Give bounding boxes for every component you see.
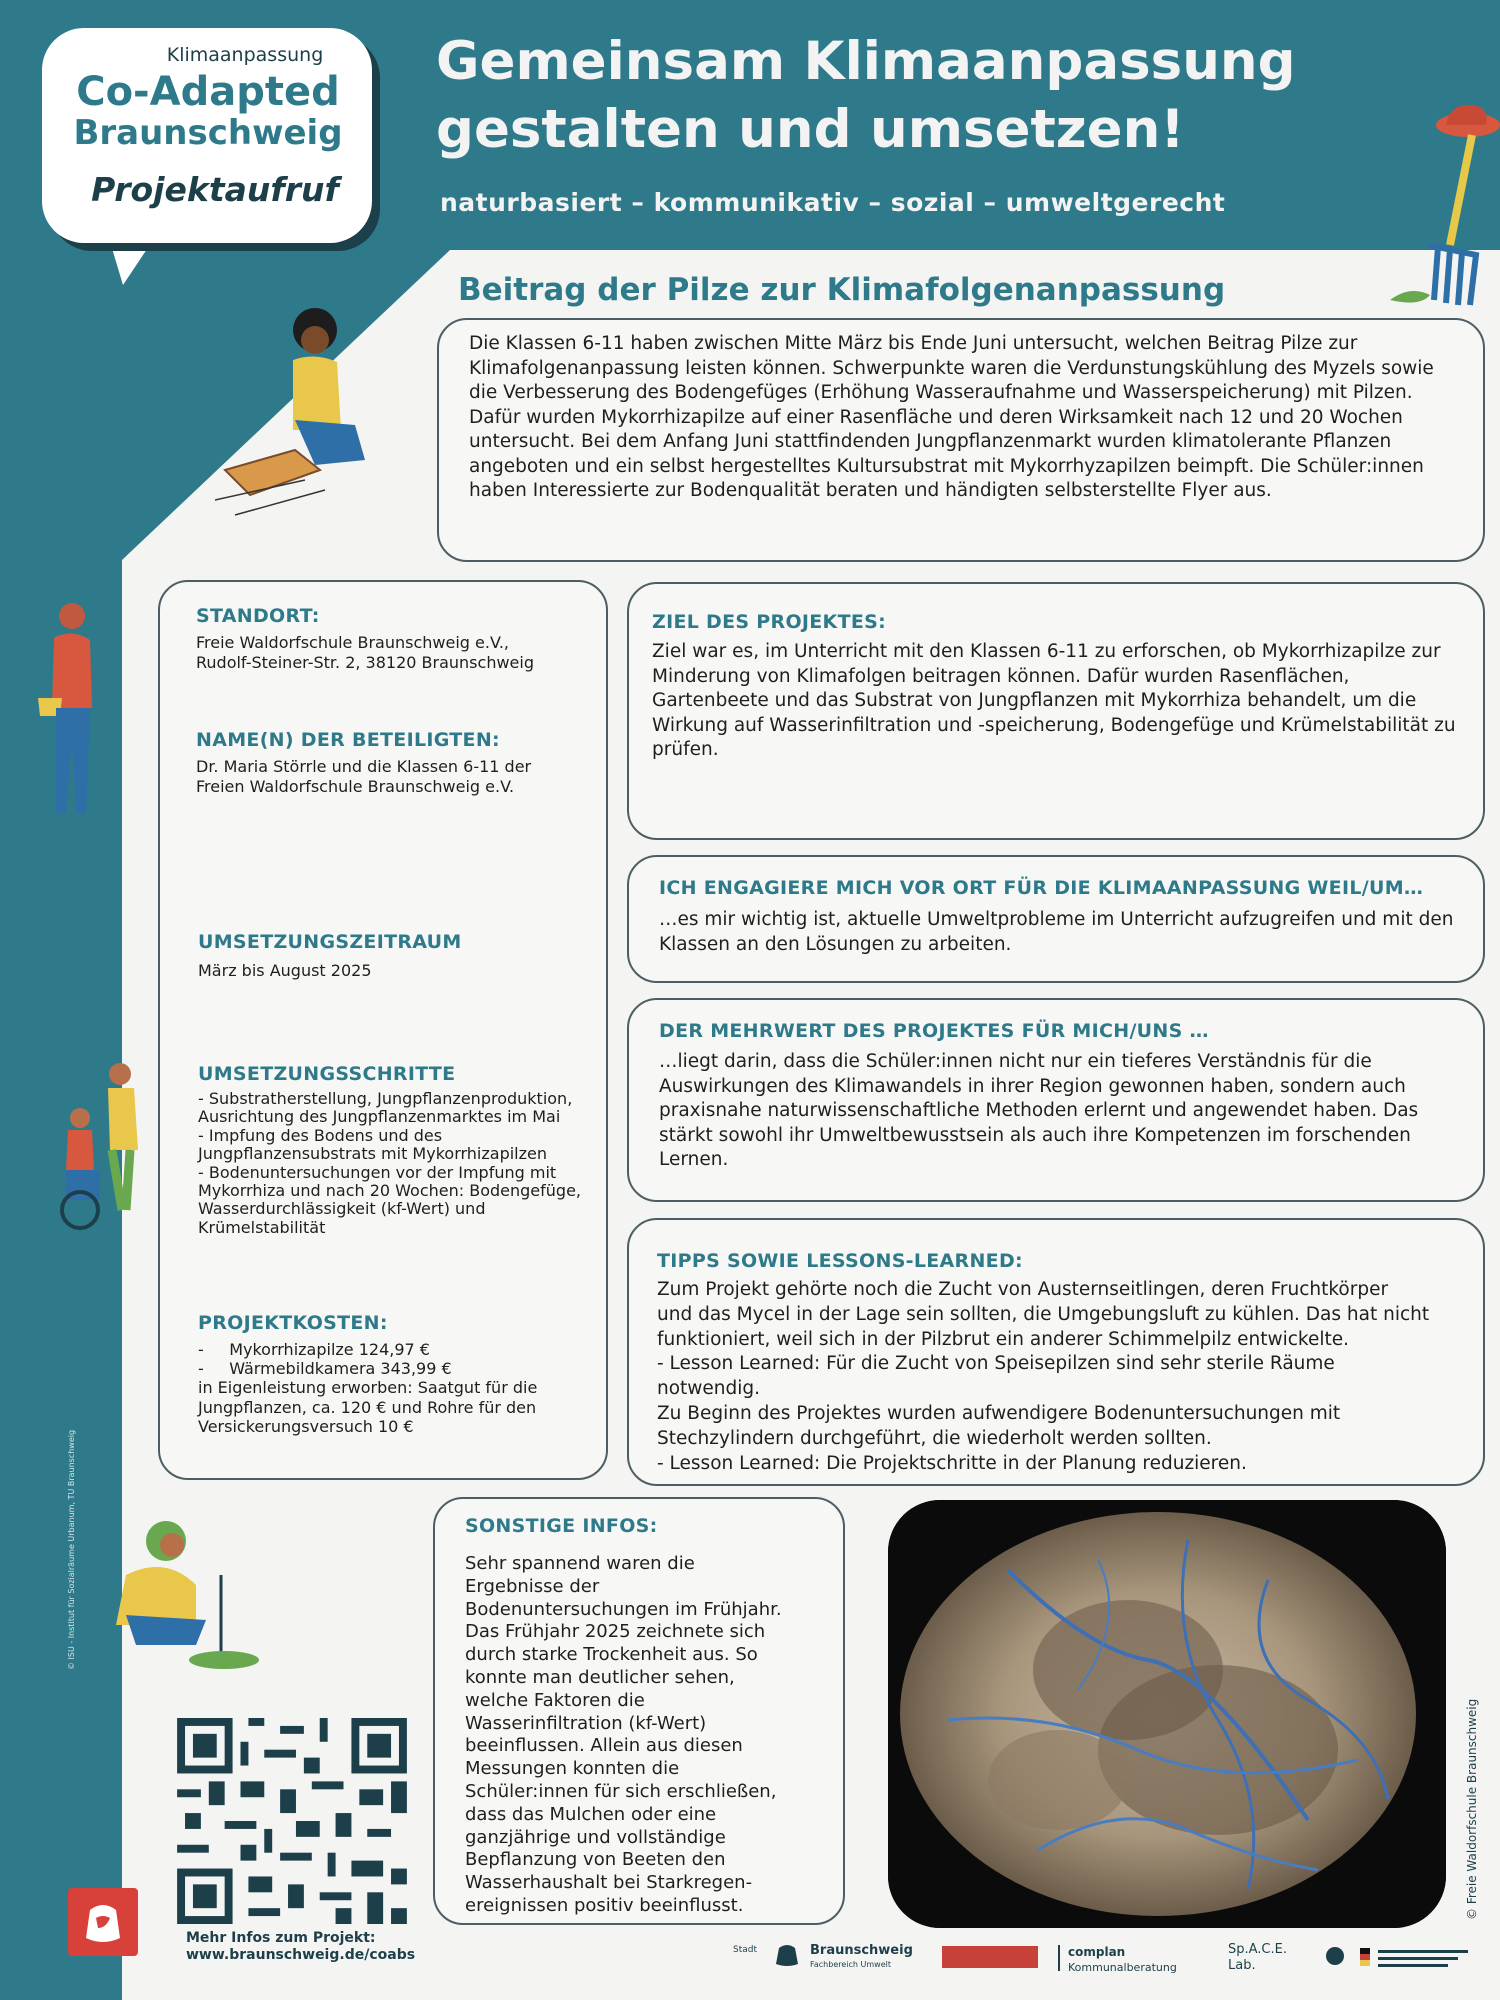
tipps-line: Zu Beginn des Projektes wurden aufwendigere Bodenuntersuchungen mit: [657, 1402, 1341, 1424]
schritte-line: Krümelstabilität: [198, 1217, 326, 1237]
kosten-line: Jungpflanzen, ca. 120 € und Rohre für den: [198, 1397, 537, 1417]
sonstige-line: Schüler:innen für sich erschließen,: [465, 1780, 777, 1802]
ziel-text: Ziel war es, im Unterricht mit den Klassen 6-11 zu erforschen, ob Mykorrhizapilze zur Minderung von Klimafolgen beitragen können. Dafür wurden Rasenflächen, Gartenbeete und das Substrat von Jungpflanzen mit Mykorrhiza behandelt, um die Wirkung auf Wasserinfiltration und -speicherung, Bodengefüge und Krümelstabilität zu prüfen.: [652, 641, 1456, 760]
standort-heading: STANDORT:: [196, 605, 320, 627]
logo-space: Sp.A.C.E.: [1228, 1942, 1287, 1957]
poster-subtitle: naturbasiert – kommunikativ – sozial – umweltgerecht: [440, 188, 1226, 217]
lion-icon: [68, 1888, 138, 1956]
sonstige-heading: SONSTIGE INFOS:: [465, 1515, 658, 1537]
sonstige-line: Wasserhaushalt bei Starkregen-: [465, 1872, 753, 1894]
gardener-crate-icon: [215, 300, 395, 540]
tipps-line: - Lesson Learned: Die Projektschritte in der Planung reduzieren.: [657, 1452, 1247, 1474]
kosten-list: [198, 1340, 598, 1436]
ministry-text-line: [1378, 1957, 1458, 1960]
engage-box: [627, 855, 1485, 983]
microscope-photo: [888, 1500, 1446, 1928]
ministry-text-line: [1378, 1964, 1448, 1967]
ziel-heading: ZIEL DES PROJEKTES:: [652, 611, 886, 633]
mehrwert-heading: DER MEHRWERT DES PROJEKTES FÜR MICH/UNS …: [659, 1020, 1209, 1042]
schritte-line: Ausrichtung des Jungpflanzenmarktes im Mai: [198, 1107, 561, 1127]
ministry-logo: [942, 1946, 1038, 1968]
person-planting-icon: [96, 1515, 266, 1675]
logo-complan-sub: Kommunalberatung: [1068, 1961, 1177, 1974]
illustration-credit: © ISU - Institut für Sozialräume Urbanum, TU Braunschweig: [67, 1429, 76, 1670]
poster-title-line1: Gemeinsam Klimaanpassung: [436, 31, 1296, 92]
tipps-box: [627, 1218, 1485, 1486]
section-title: Beitrag der Pilze zur Klimafolgenanpassung: [458, 272, 1226, 308]
namen-line2: Freien Waldorfschule Braunschweig e.V.: [196, 777, 515, 796]
german-flag-icon: [1360, 1948, 1370, 1966]
zeitraum-text: März bis August 2025: [198, 961, 372, 980]
footer-more-label: Mehr Infos zum Projekt:: [186, 1930, 376, 1946]
sonstige-line: Messungen konnten die: [465, 1758, 680, 1780]
schritte-line: - Substratherstellung, Jungpflanzenproduktion,: [198, 1089, 573, 1108]
kosten-heading: PROJEKTKOSTEN:: [198, 1312, 388, 1334]
schritte-line: - Bodenuntersuchungen vor der Impfung mit: [198, 1162, 557, 1182]
schritte-line: Wasserdurchlässigkeit (kf-Wert) und: [198, 1199, 486, 1219]
schritte-list: [198, 1090, 598, 1237]
schritte-heading: UMSETZUNGSSCHRITTE: [198, 1063, 456, 1085]
standort-line2: Rudolf-Steiner-Str. 2, 38120 Braunschweig: [196, 653, 534, 672]
sonstige-line: ganzjährige und vollständige: [465, 1826, 726, 1848]
mycelium-image: [888, 1500, 1446, 1928]
poster-title-line2: gestalten und umsetzen!: [436, 99, 1185, 160]
person-watering-icon: [30, 598, 110, 828]
schritte-line: - Impfung des Bodens und des: [198, 1125, 443, 1145]
sonstige-line: Sehr spannend waren die: [465, 1553, 695, 1574]
qr-code-icon[interactable]: [176, 1718, 408, 1924]
mehrwert-text: …liegt darin, dass die Schüler:innen nicht nur ein tieferes Verständnis für die Auswirkungen des Klimawandels in ihrer Region gewonnen haben, sondern auch praxisnahe naturwissenschaftliche Methoden erlernt und angewendet haben. Das stärkt sowohl ihr Umweltbewusstsein als auch ihre Kompetenzen im forschenden Lernen.: [659, 1051, 1419, 1170]
tipps-line: Stechzylindern durchgeführt, die wiederholt werden sollten.: [657, 1427, 1212, 1449]
rake-hat-icon: [1380, 95, 1500, 325]
namen-heading: NAME(N) DER BETEILIGTEN:: [196, 729, 500, 751]
sonstige-line: Ergebnisse der: [465, 1575, 600, 1597]
tipps-line: Zum Projekt gehörte noch die Zucht von Austernseitlingen, deren Fruchtkörper: [657, 1279, 1389, 1300]
tipps-line: notwendig.: [657, 1378, 761, 1400]
engage-text: …es mir wichtig ist, aktuelle Umweltprobleme im Unterricht aufzugreifen und mit den Klassen an den Lösungen zu arbeiten.: [659, 909, 1454, 955]
tipps-line: - Lesson Learned: Für die Zucht von Speisepilzen sind sehr sterile Räume: [657, 1353, 1335, 1375]
standort-line1: Freie Waldorfschule Braunschweig e.V.,: [196, 633, 509, 652]
mehrwert-box: [627, 998, 1485, 1202]
ziel-box: [627, 582, 1485, 840]
namen-line1: Dr. Maria Störrle und die Klassen 6-11 der: [196, 757, 532, 776]
tipps-list: [657, 1278, 1477, 1476]
footer-url[interactable]: www.braunschweig.de/coabs: [186, 1947, 416, 1963]
kosten-line: - Mykorrhizapilze 124,97 €: [198, 1340, 430, 1359]
braunschweig-lion-small-icon: [770, 1942, 804, 1968]
poster-title: [436, 28, 1436, 164]
seal-icon: [1324, 1946, 1346, 1966]
schritte-line: Jungpflanzensubstrats mit Mykorrhizapilzen: [198, 1144, 547, 1164]
sonstige-line: durch starke Trockenheit aus. So: [465, 1644, 758, 1666]
logo-stadt-label: Stadt: [733, 1945, 757, 1955]
logo-braunschweig-sub: Fachbereich Umwelt: [810, 1960, 891, 1969]
bubble-brand-line2: Braunschweig: [73, 113, 343, 153]
sonstige-line: ereignissen positiv beeinflusst.: [465, 1894, 744, 1916]
engage-heading: ICH ENGAGIERE MICH VOR ORT FÜR DIE KLIMAANPASSUNG WEIL/UM…: [659, 877, 1424, 899]
kosten-line: in Eigenleistung erworben: Saatgut für die: [198, 1378, 538, 1398]
braunschweig-lion-logo: [68, 1888, 138, 1956]
sonstige-box: [433, 1497, 845, 1925]
photo-credit: © Freie Waldorfschule Braunschweig: [1465, 1698, 1479, 1920]
tipps-line: und das Mycel in der Lage sein sollten, die Umgebungsluft zu kühlen. Das hat nicht: [657, 1303, 1430, 1325]
ministry-text-line: [1378, 1950, 1468, 1953]
sonstige-line: Bodenuntersuchungen im Frühjahr.: [465, 1598, 782, 1620]
logo-braunschweig: Braunschweig: [810, 1943, 913, 1958]
logo-complan: complan: [1068, 1945, 1126, 1959]
logo-divider: [1058, 1945, 1060, 1971]
wheelchair-people-icon: [50, 1060, 150, 1230]
kosten-line: - Wärmebildkamera 343,99 €: [198, 1359, 452, 1379]
tipps-line: funktioniert, weil sich in der Pilzbrut ein anderer Schimmelpilz entwickelte.: [657, 1328, 1350, 1350]
intro-box: [437, 318, 1485, 562]
sonstige-line: Das Frühjahr 2025 zeichnete sich: [465, 1621, 766, 1643]
sonstige-line: welche Faktoren die: [465, 1689, 645, 1711]
logo-lab: Lab.: [1228, 1958, 1256, 1973]
sonstige-list: [465, 1553, 840, 1918]
bubble-brand: [58, 69, 358, 153]
tipps-heading: TIPPS SOWIE LESSONS-LEARNED:: [657, 1250, 1023, 1272]
sonstige-line: konnte man deutlicher sehen,: [465, 1666, 735, 1688]
kosten-line: Versickerungsversuch 10 €: [198, 1416, 414, 1436]
bubble-small-text: Klimaanpassung: [166, 44, 324, 66]
sonstige-line: beeinflussen. Allein aus diesen: [465, 1735, 743, 1757]
footer-more-info: [186, 1930, 415, 1964]
intro-text: Die Klassen 6-11 haben zwischen Mitte März bis Ende Juni untersucht, welchen Beitrag Pilze zur Klimafolgenanpassung leisten können. Schwerpunkte waren die Verdunstungskühlung des Myzels sowie die Verbesserung des Bodengefüges (Erhöhung Wasseraufnahme und Wasserspeicherung) mit Pilzen. Dafür wurden Mykorrhizapilze auf einer Rasenfläche und deren Wirksamkeit nach 12 und 20 Wochen untersucht. Bei dem Anfang Juni stattfindenden Jungpflanzenmarkt wurden klimatolerante Pflanzen angeboten und ein selbst hergestelltes Kultursubstrat mit Mykorrhyzapilzen beimpft. Die Schüler:innen haben Interessierte zur Bodenqualität beraten und händigten selbsterstellte Flyer aus.: [469, 333, 1434, 501]
schritte-line: Mykorrhiza und nach 20 Wochen: Bodengefüge,: [198, 1181, 581, 1201]
sonstige-line: Bepflanzung von Beeten den: [465, 1849, 726, 1871]
sonstige-line: Wasserinfiltration (kf-Wert): [465, 1712, 707, 1734]
bubble-brand-line1: Co-Adapted: [76, 69, 340, 115]
sonstige-line: dass das Mulchen oder eine: [465, 1803, 717, 1825]
bubble-call: Projektaufruf: [91, 170, 339, 209]
zeitraum-heading: UMSETZUNGSZEITRAUM: [198, 931, 462, 953]
